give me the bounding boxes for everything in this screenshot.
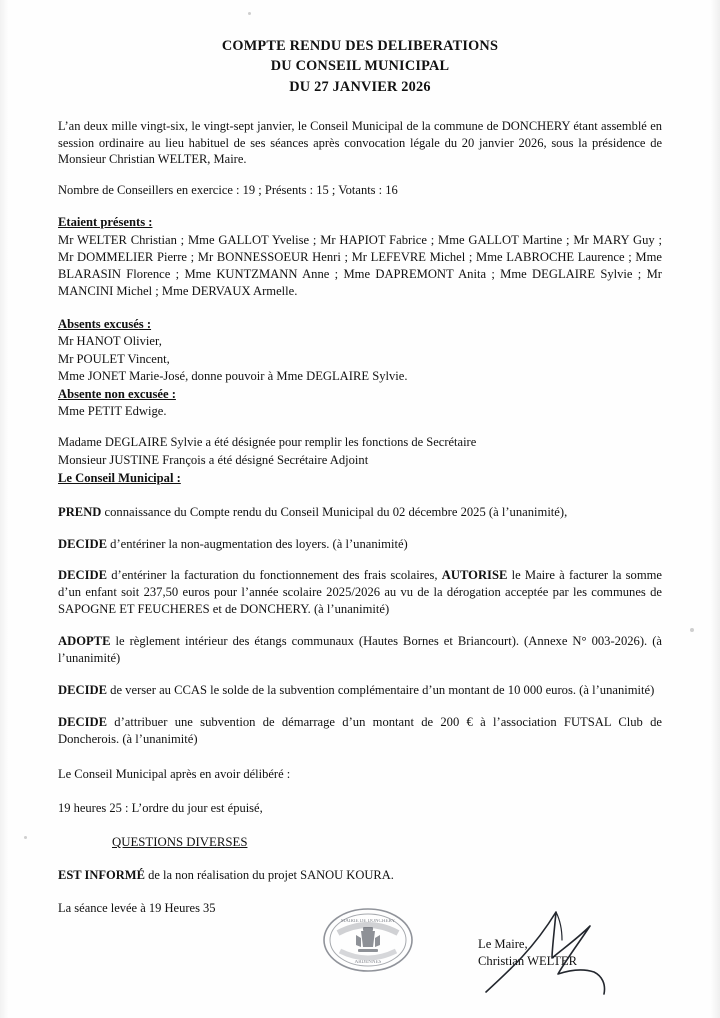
deliberation-item: [58, 682, 662, 699]
deliberation-text: d’entériner la facturation du fonctionnement des frais scolaires,: [107, 568, 442, 583]
misc-heading: QUESTIONS DIVERSES: [112, 834, 248, 849]
present-heading: Etaient présents :: [58, 215, 153, 230]
council-heading: Le Conseil Municipal :: [58, 470, 181, 485]
svg-text:MAIRIE DE DONCHERY: MAIRIE DE DONCHERY: [340, 919, 396, 924]
scan-speck: [690, 628, 694, 632]
signature-role: Le Maire,: [478, 937, 528, 952]
informed-keyword: EST INFORMÉ: [58, 867, 145, 882]
handwritten-signature: [482, 900, 632, 1000]
deliberation-text: de verser au CCAS le solde de la subvention complémentaire d’un montant de 10 000 euros. (à l’unanimité): [107, 682, 655, 697]
document-title: [58, 36, 662, 97]
title-line-3: DU 27 JANVIER 2026: [289, 78, 431, 95]
deliberation-keyword-2: AUTORISE: [441, 568, 508, 583]
deliberation-text-2: le Maire à facturer la somme d’un enfant soit 237,50 euros pour l’année scolaire 2025/2026 au vu de la dérogation acceptée par les communes de SAPOGNE ET FEUCHERES et de DONCHERY. (à l’unanimité): [58, 568, 662, 617]
unexcused-heading: Absente non excusée :: [58, 386, 176, 401]
deliberation-text: le règlement intérieur des étangs communaux (Hautes Bornes et Briancourt). (Annexe N° 003-2026). (à l’unanimité): [58, 634, 662, 665]
deliberation-item: [58, 504, 662, 521]
deliberation-text: d’entériner la non-augmentation des loyers. (à l’unanimité): [107, 536, 408, 551]
unexcused-item: Mme PETIT Edwige.: [58, 403, 167, 418]
opening-paragraph: L’an deux mille vingt-six, le vingt-sept janvier, le Conseil Municipal de la commune de DONCHERY étant assemblé en session ordinaire au lieu habituel de ses séances après convocation légale du 20 janvier 2026, sous la présidence de Monsieur Christian WELTER, Maire.: [58, 118, 662, 167]
excused-item: Mr HANOT Olivier,: [58, 333, 162, 348]
scan-edge-left: [0, 0, 9, 1018]
deputy-secretary-line: Monsieur JUSTINE François a été désigné Secrétaire Adjoint: [58, 453, 369, 468]
informed-line: [58, 867, 662, 884]
after-deliberation-line: Le Conseil Municipal après en avoir délibéré :: [58, 767, 291, 782]
deliberation-keyword: DECIDE: [58, 714, 107, 729]
deliberation-keyword: DECIDE: [58, 682, 107, 697]
deliberation-text: d’attribuer une subvention de démarrage d’un montant de 200 € à l’association FUTSAL Club de Doncherois. (à l’unanimité): [58, 714, 662, 746]
deliberation-keyword: DECIDE: [58, 536, 107, 551]
official-stamp: [320, 905, 416, 975]
excused-item: Mme JONET Marie-José, donne pouvoir à Mme DEGLAIRE Sylvie.: [58, 369, 408, 384]
scan-speck: [24, 836, 27, 839]
deliberation-keyword: PREND: [58, 504, 102, 519]
deliberation-keyword: ADOPTE: [58, 634, 111, 649]
deliberation-keyword: DECIDE: [58, 568, 107, 583]
scan-speck: [248, 12, 251, 15]
scan-edge-right: [710, 0, 720, 1018]
session-end-line: La séance levée à 19 Heures 35: [58, 900, 216, 915]
signature-name: Christian WELTER: [478, 954, 577, 969]
title-line-2: DU CONSEIL MUNICIPAL: [270, 58, 450, 75]
deliberation-item: [58, 567, 662, 618]
closing-time-line: 19 heures 25 : L’ordre du jour est épuisé,: [58, 801, 263, 816]
excused-item: Mr POULET Vincent,: [58, 351, 170, 366]
deliberation-item: [58, 536, 662, 553]
informed-text: de la non réalisation du projet SANOU KOURA.: [144, 867, 394, 882]
svg-text:ARDENNES: ARDENNES: [354, 960, 382, 965]
deliberation-text: connaissance du Compte rendu du Conseil Municipal du 02 décembre 2025 (à l’unanimité),: [101, 504, 568, 519]
excused-heading: Absents excusés :: [58, 316, 152, 331]
secretary-line: Madame DEGLAIRE Sylvie a été désignée pour remplir les fonctions de Secrétaire: [58, 435, 477, 450]
present-list: Mr WELTER Christian ; Mme GALLOT Yvelise ; Mr HAPIOT Fabrice ; Mme GALLOT Martine ; Mr MARY Guy ; Mr DOMMELIER Pierre ; Mr BONNESSOEUR Henri ; Mr LEFEVRE Michel ; Mme LABROCHE Laurence ; Mme BLARASIN Florence ; Mme KUNTZMANN Anne ; Mme DAPREMONT Anita ; Mme DEGLAIRE Sylvie ; Mr MANCINI Michel ; Mme DERVAUX Armelle.: [58, 233, 662, 299]
deliberation-item: [58, 633, 662, 667]
title-line-1: COMPTE RENDU DES DELIBERATIONS: [221, 38, 499, 54]
document-body: [58, 36, 662, 970]
quorum-line: Nombre de Conseillers en exercice : 19 ; Présents : 15 ; Votants : 16: [58, 182, 398, 197]
deliberation-item: [58, 714, 662, 748]
